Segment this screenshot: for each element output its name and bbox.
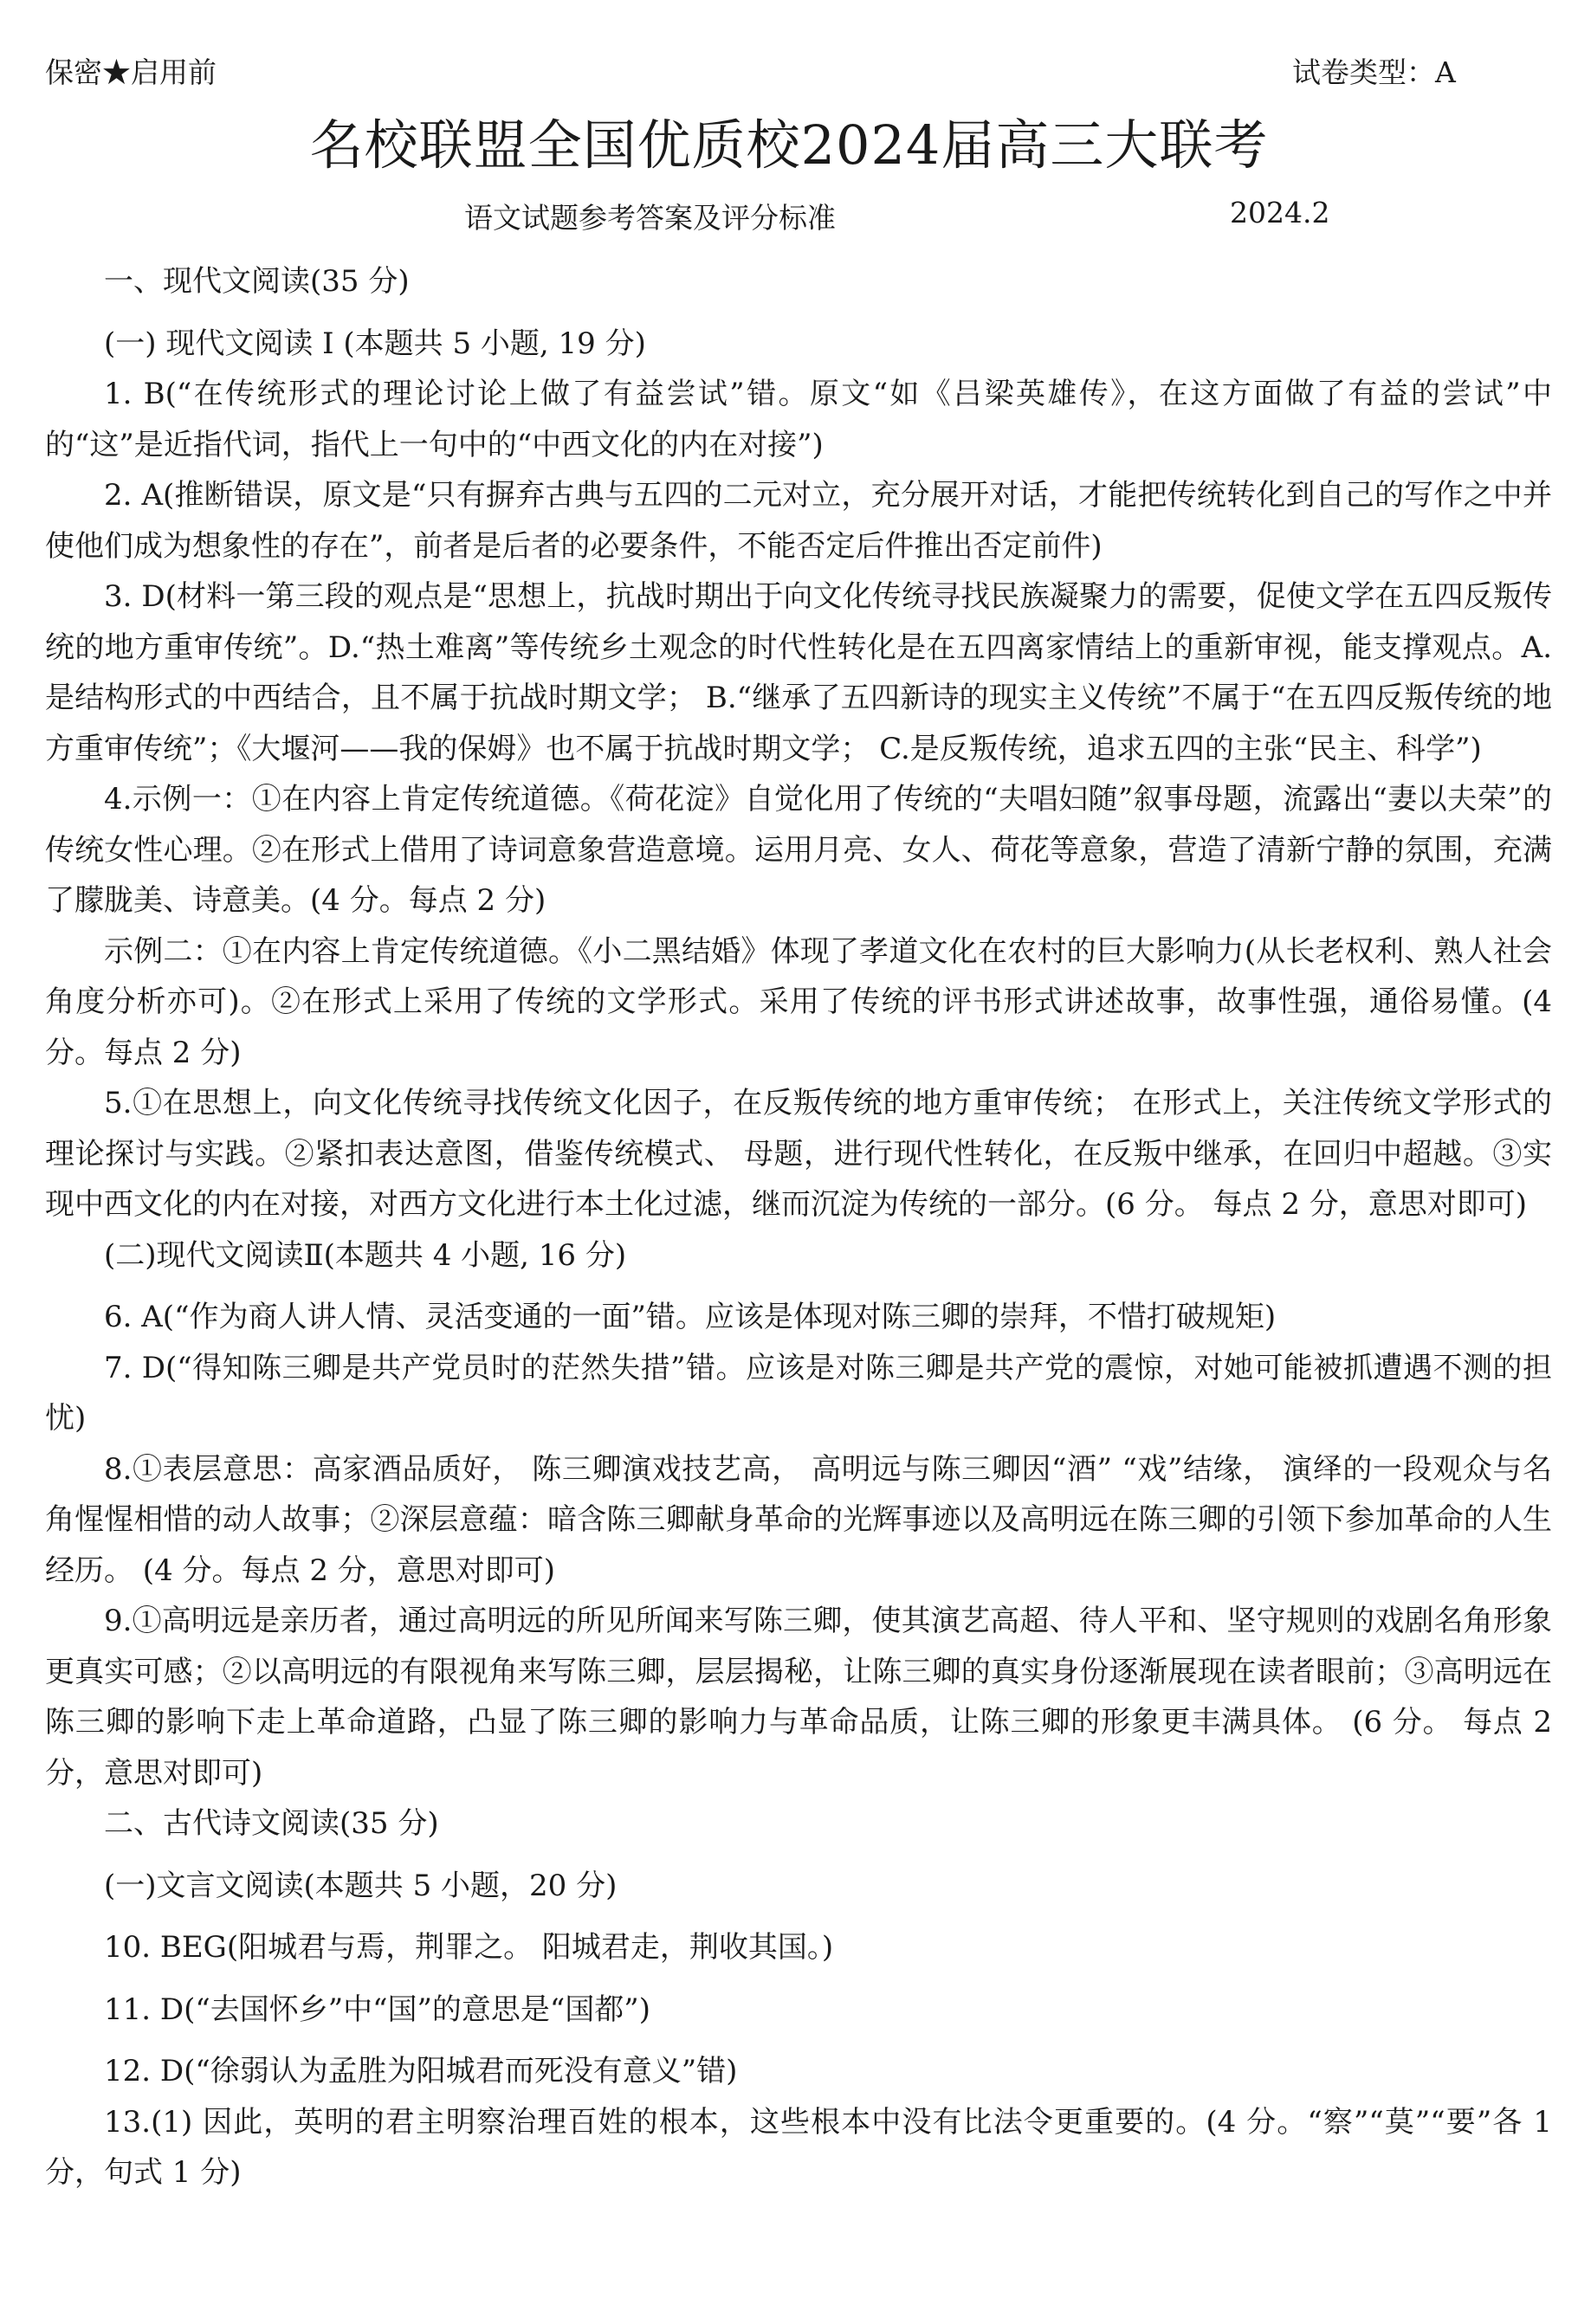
answer-q4-example-2: 示例二：①在内容上肯定传统道德。《小二黑结婚》体现了孝道文化在农村的巨大影响力(从长老权利、熟人社会角度分析亦可)。②在形式上采用了传统的文学形式。采用了传统的评书形式讲述故事，故事性强，通俗易懂。(4 分。每点 2 分) — [45, 933, 1552, 1070]
answer-body — [45, 256, 1552, 2198]
subsection-heading-reading-2: (二)现代文阅读Ⅱ(本题共 4 小题, 16 分) — [104, 1237, 627, 1273]
answer-q12: 12. D(“徐弱认为孟胜为阳城君而死没有意义”错) — [104, 2054, 738, 2088]
subsection-heading-classical-prose: (一)文言文阅读(本题共 5 小题，20 分) — [104, 1868, 618, 1903]
answer-q7: 7. D(“得知陈三卿是共产党员时的茫然失措”错。应该是对陈三卿是共产党的震惊，对她可能被抓遭遇不测的担忧) — [45, 1350, 1552, 1436]
answer-q4-example-1: 4.示例一：①在内容上肯定传统道德。《荷花淀》自觉化用了传统的“夫唱妇随”叙事母题，流露出“妻以夫荣”的传统女性心理。②在形式上借用了诗词意象营造意境。运用月亮、女人、荷花等意象，营造了清新宁静的氛围，充满了朦胧美、诗意美。(4 分。每点 2 分) — [45, 782, 1552, 918]
answer-q11: 11. D(“去国怀乡”中“国”的意思是“国都”) — [104, 1992, 650, 2027]
answer-q2: 2. A(推断错误，原文是“只有摒弃古典与五四的二元对立，充分展开对话，才能把传统转化到自己的写作之中并使他们成为想象性的存在”，前者是后者的必要条件，不能否定后件推出否定前件) — [45, 478, 1552, 564]
answer-q13: 13.(1) 因此，英明的君主明察治理百姓的根本，这些根本中没有比法令更重要的。(4 分。“察”“莫”“要”各 1 分，句式 1 分) — [45, 2104, 1552, 2190]
answer-q10: 10. BEG(阳城君与焉，荆罪之。 阳城君走，荆收其国。) — [104, 1930, 834, 1965]
answer-q1: 1. B(“在传统形式的理论讨论上做了有益尝试”错。原文“如《吕梁英雄传》，在这方面做了有益的尝试”中的“这”是近指代词，指代上一句中的“中西文化的内在对接”) — [45, 377, 1552, 462]
answer-q6: 6. A(“作为商人讲人情、灵活变通的一面”错。应该是体现对陈三卿的崇拜，不惜打破规矩) — [104, 1300, 1277, 1334]
document-title: 名校联盟全国优质校2024届高三大联考 — [309, 113, 1269, 177]
document-date: 2024.2 — [1230, 196, 1330, 229]
document-subtitle: 语文试题参考答案及评分标准 — [464, 201, 836, 235]
paper-type-label: 试卷类型：A — [1292, 55, 1456, 89]
section-heading-modern-reading: 一、现代文阅读(35 分) — [104, 264, 410, 299]
section-heading-classical-reading: 二、古代诗文阅读(35 分) — [104, 1806, 439, 1841]
answer-q9: 9.①高明远是亲历者，通过高明远的所见所闻来写陈三卿，使其演艺高超、待人平和、坚守规则的戏剧名角形象更真实可感；②以高明远的有限视角来写陈三卿，层层揭秘，让陈三卿的真实身份逐渐展现在读者眼前；③高明远在陈三卿的影响下走上革命道路，凸显了陈三卿的影响力与革命品质，让陈三卿的形象更丰满具体。 (6 分。 每点 2 分，意思对即可) — [45, 1604, 1552, 1791]
subsection-heading-reading-1: (一) 现代文阅读 Ⅰ (本题共 5 小题, 19 分) — [104, 326, 646, 361]
answer-q5: 5.①在思想上，向文化传统寻找传统文化因子，在反叛传统的地方重审传统； 在形式上，关注传统文学形式的理论探讨与实践。②紧扣表达意图，借鉴传统模式、 母题，进行现代性转化，在反叛中继承，在回归中超越。③实现中西文化的内在对接，对西方文化进行本土化过滤，继而沉淀为传统的一部分。(6 分。 每点 2 分，意思对即可) — [45, 1086, 1552, 1222]
answer-q3: 3. D(材料一第三段的观点是“思想上，抗战时期出于向文化传统寻找民族凝聚力的需要，促使文学在五四反叛传统的地方重审传统”。D.“热土难离”等传统乡土观念的时代性转化是在五四离家情结上的重新审视，能支撑观点。A.是结构形式的中西结合，且不属于抗战时期文学； B.“继承了五四新诗的现实主义传统”不属于“在五四反叛传统的地方重审传统”；《大堰河——我的保姆》也不属于抗战时期文学； C.是反叛传统，追求五四的主张“民主、科学”) — [45, 579, 1552, 766]
answer-q8: 8.①表层意思：高家酒品质好， 陈三卿演戏技艺高， 高明远与陈三卿因“酒” “戏”结缘， 演绎的一段观众与名角惺惺相惜的动人故事；②深层意蕴：暗含陈三卿献身革命的光辉事迹以及高明远在陈三卿的引领下参加革命的人生经历。 (4 分。每点 2 分，意思对即可) — [45, 1451, 1552, 1588]
confidential-label: 保密★启用前 — [45, 55, 217, 89]
